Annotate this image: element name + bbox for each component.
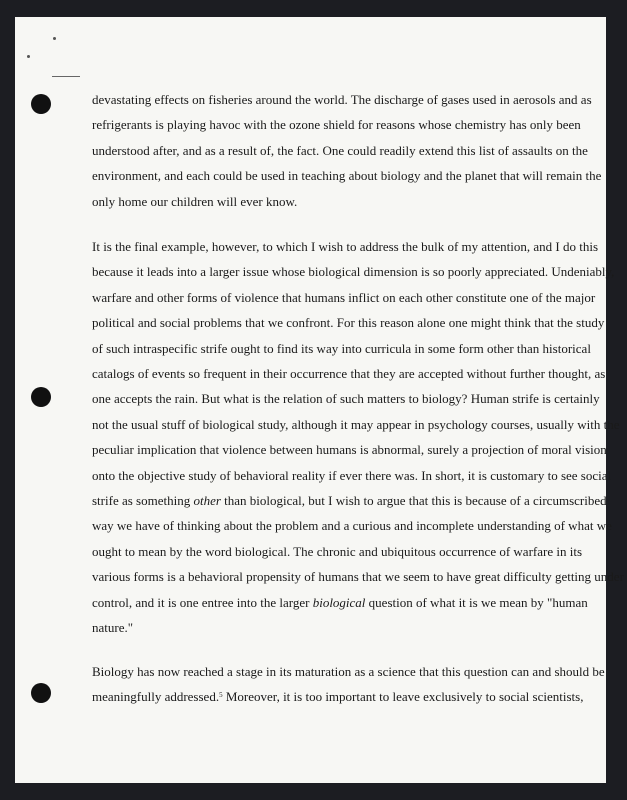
bleed-through-text bbox=[275, 216, 565, 230]
text-line: of such intraspecific strife ought to find its way into curricula in some form other than historical bbox=[92, 340, 591, 356]
text-line: devastating effects on fisheries around the world. The discharge of gases used in aerosols and as bbox=[92, 92, 592, 107]
text-line: not the usual stuff of biological study, although it may appear in psychology courses, usually with the bbox=[92, 416, 620, 432]
text-line: onto the objective study of behavioral reality if ever there was. In short, it is customary to see social bbox=[92, 467, 612, 483]
text-line: political and social problems that we confront. For this reason alone one might think that the study bbox=[92, 315, 605, 331]
paragraph-2 bbox=[92, 234, 624, 641]
scan-speck bbox=[53, 37, 56, 40]
emphasis: other bbox=[193, 493, 221, 509]
binder-hole-bottom bbox=[31, 683, 51, 703]
text-line: various forms is a behavioral propensity of humans that we seem to have great difficulty getting under bbox=[92, 569, 624, 585]
text-line: peculiar implication that violence between humans is abnormal, surely a projection of moral vision bbox=[92, 442, 607, 458]
emphasis: biological bbox=[312, 594, 366, 610]
text-line: because it leads into a larger issue whose biological dimension is so poorly appreciated. Undeniably, bbox=[92, 264, 615, 280]
text-line: one accepts the rain. But what is the relation of such matters to biology? Human strife is certainly bbox=[92, 391, 600, 407]
text-line: only home our children will ever know. bbox=[92, 193, 298, 209]
text-line: environment, and each could be used in teaching about biology and the planet that will remain the bbox=[92, 168, 602, 184]
text-line: ought to mean by the word biological. The chronic and ubiquitous occurrence of warfare in its bbox=[92, 543, 583, 559]
text-line: Biology has now reached a stage in its maturation as a science that this question can and should be bbox=[92, 664, 605, 679]
text-line: nature." bbox=[92, 620, 134, 636]
text-line: catalogs of events so frequent in their occurrence that they are accepted without further thought, as bbox=[92, 366, 606, 382]
scan-speck bbox=[27, 55, 30, 58]
document-page bbox=[15, 17, 624, 783]
binder-hole-middle bbox=[31, 387, 51, 407]
text-line: warfare and other forms of violence that humans inflict on each other constitute one of the major bbox=[92, 289, 596, 305]
paragraph-3 bbox=[92, 659, 605, 710]
text-line: It is the final example, however, to which I wish to address the bulk of my attention, and I do this bbox=[92, 239, 599, 254]
binder-hole-top bbox=[31, 94, 51, 114]
text-line: strife as something other than biological, but I wish to argue that this is because of a circumscribed bbox=[92, 493, 607, 509]
footnote-marker: 5 bbox=[219, 691, 223, 700]
text-line: way we have of thinking about the problem and a curious and incomplete understanding of what we bbox=[92, 518, 612, 534]
scan-mark bbox=[52, 76, 80, 77]
text-line: meaningfully addressed.$^5$ Moreover, it is too important to leave exclusively to social scientists, bbox=[92, 689, 584, 705]
paragraph-1 bbox=[92, 87, 602, 214]
text-line: control, and it is one entree into the larger biological question of what it is we mean by "human bbox=[92, 594, 588, 610]
text-line: refrigerants is playing havoc with the ozone shield for reasons whose chemistry has only been bbox=[92, 117, 581, 133]
text-line: understood after, and as a result of, the fact. One could readily extend this list of assaults on the bbox=[92, 142, 588, 158]
